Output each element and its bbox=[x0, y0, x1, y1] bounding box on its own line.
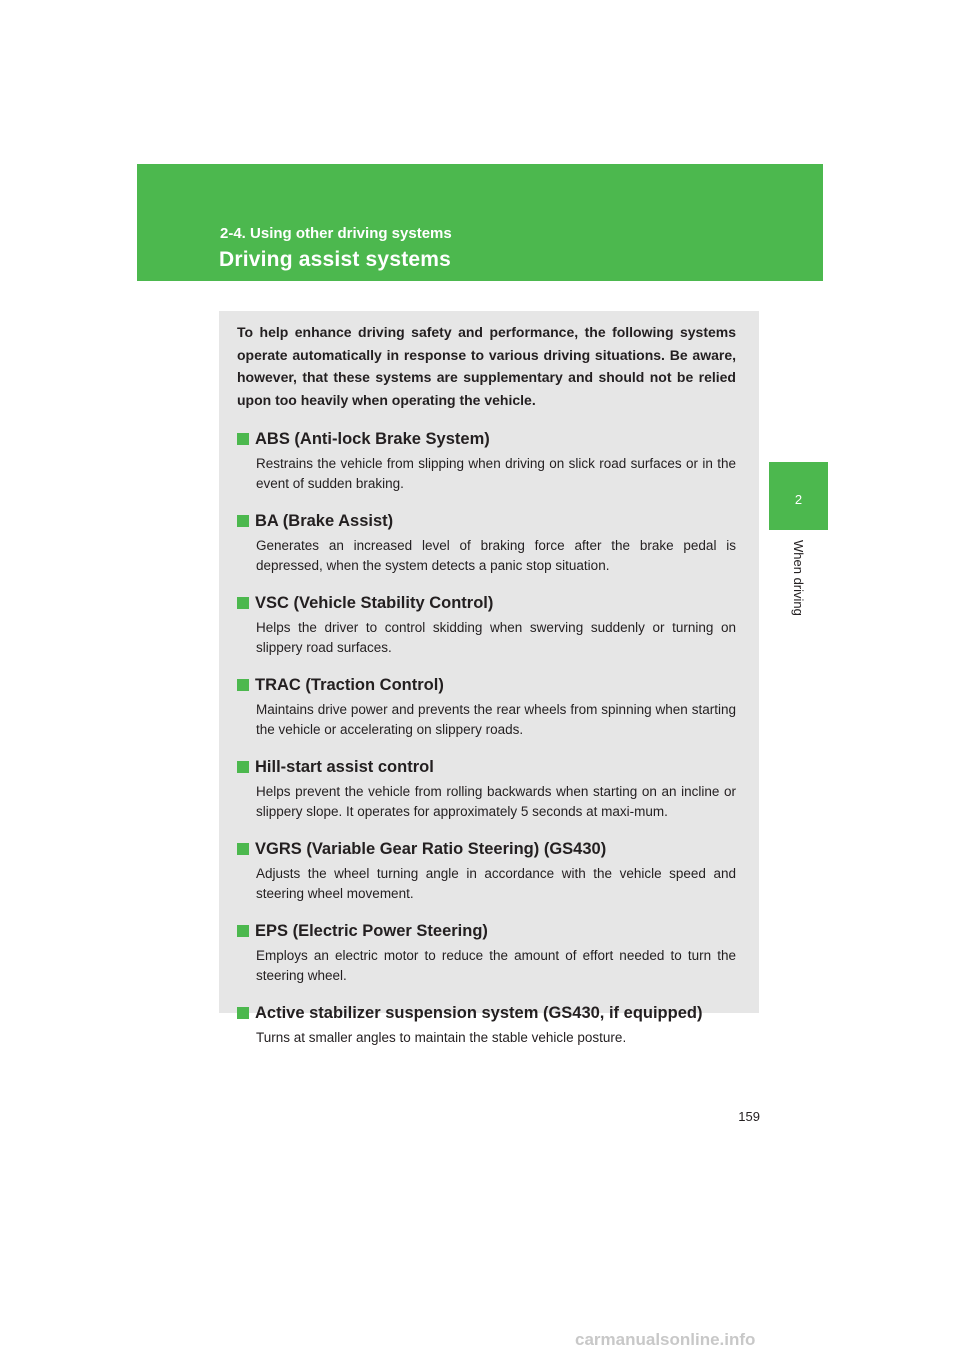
section-label: 2-4. Using other driving systems bbox=[220, 225, 452, 242]
feature-description: Helps the driver to control skidding when swerving suddenly or turning on slippery road surfaces. bbox=[256, 620, 736, 655]
feature-hill-start-assist bbox=[237, 756, 736, 821]
feature-heading: ABS (Anti-lock Brake System) bbox=[255, 430, 490, 448]
feature-vgrs bbox=[237, 838, 736, 903]
feature-eps bbox=[237, 920, 736, 985]
feature-ba bbox=[237, 510, 736, 575]
feature-vsc bbox=[237, 592, 736, 657]
square-bullet-icon bbox=[237, 515, 249, 527]
square-bullet-icon bbox=[237, 433, 249, 445]
feature-abs bbox=[237, 428, 736, 493]
feature-heading: VSC (Vehicle Stability Control) bbox=[255, 594, 494, 612]
feature-description: Helps prevent the vehicle from rolling backwards when starting on an incline or slippery slope. It operates for approximately 5 seconds at maxi-mum. bbox=[256, 784, 736, 819]
chapter-number: 2 bbox=[794, 492, 803, 507]
info-box bbox=[219, 311, 759, 1045]
feature-heading: Active stabilizer suspension system (GS430, if equipped) bbox=[255, 1004, 703, 1022]
feature-description: Adjusts the wheel turning angle in accordance with the vehicle speed and steering wheel movement. bbox=[256, 866, 736, 901]
chapter-tab bbox=[769, 462, 828, 530]
feature-description: Employs an electric motor to reduce the amount of effort needed to turn the steering wheel. bbox=[256, 948, 736, 983]
chapter-name: When driving bbox=[791, 540, 806, 616]
feature-active-stabilizer bbox=[237, 1002, 736, 1048]
feature-description: Restrains the vehicle from slipping when driving on slick road surfaces or in the event of sudden braking. bbox=[256, 456, 736, 491]
square-bullet-icon bbox=[237, 1007, 249, 1019]
square-bullet-icon bbox=[237, 843, 249, 855]
square-bullet-icon bbox=[237, 925, 249, 937]
feature-heading: BA (Brake Assist) bbox=[255, 512, 394, 530]
feature-description: Turns at smaller angles to maintain the stable vehicle posture. bbox=[256, 1030, 627, 1045]
feature-heading: EPS (Electric Power Steering) bbox=[255, 922, 488, 940]
page-title: Driving assist systems bbox=[219, 248, 452, 271]
square-bullet-icon bbox=[237, 761, 249, 773]
section-header-band bbox=[137, 164, 823, 281]
watermark: carmanualsonline.info bbox=[575, 1330, 756, 1349]
feature-heading: TRAC (Traction Control) bbox=[255, 676, 444, 694]
square-bullet-icon bbox=[237, 597, 249, 609]
square-bullet-icon bbox=[237, 679, 249, 691]
feature-description: Maintains drive power and prevents the rear wheels from spinning when starting the vehicle or accelerating on slippery roads. bbox=[256, 702, 736, 737]
feature-trac bbox=[237, 674, 736, 739]
intro-text: To help enhance driving safety and performance, the following systems operate automatically in response to various driving situations. Be aware, however, that these systems are supplementary and should not be relied upon too heavily when operating the vehicle. bbox=[237, 324, 736, 408]
feature-heading: VGRS (Variable Gear Ratio Steering) (GS430) bbox=[255, 840, 607, 858]
feature-description: Generates an increased level of braking force after the brake pedal is depressed, when the system detects a panic stop situation. bbox=[256, 538, 736, 573]
feature-heading: Hill-start assist control bbox=[255, 758, 434, 776]
page-number: 159 bbox=[738, 1109, 760, 1124]
